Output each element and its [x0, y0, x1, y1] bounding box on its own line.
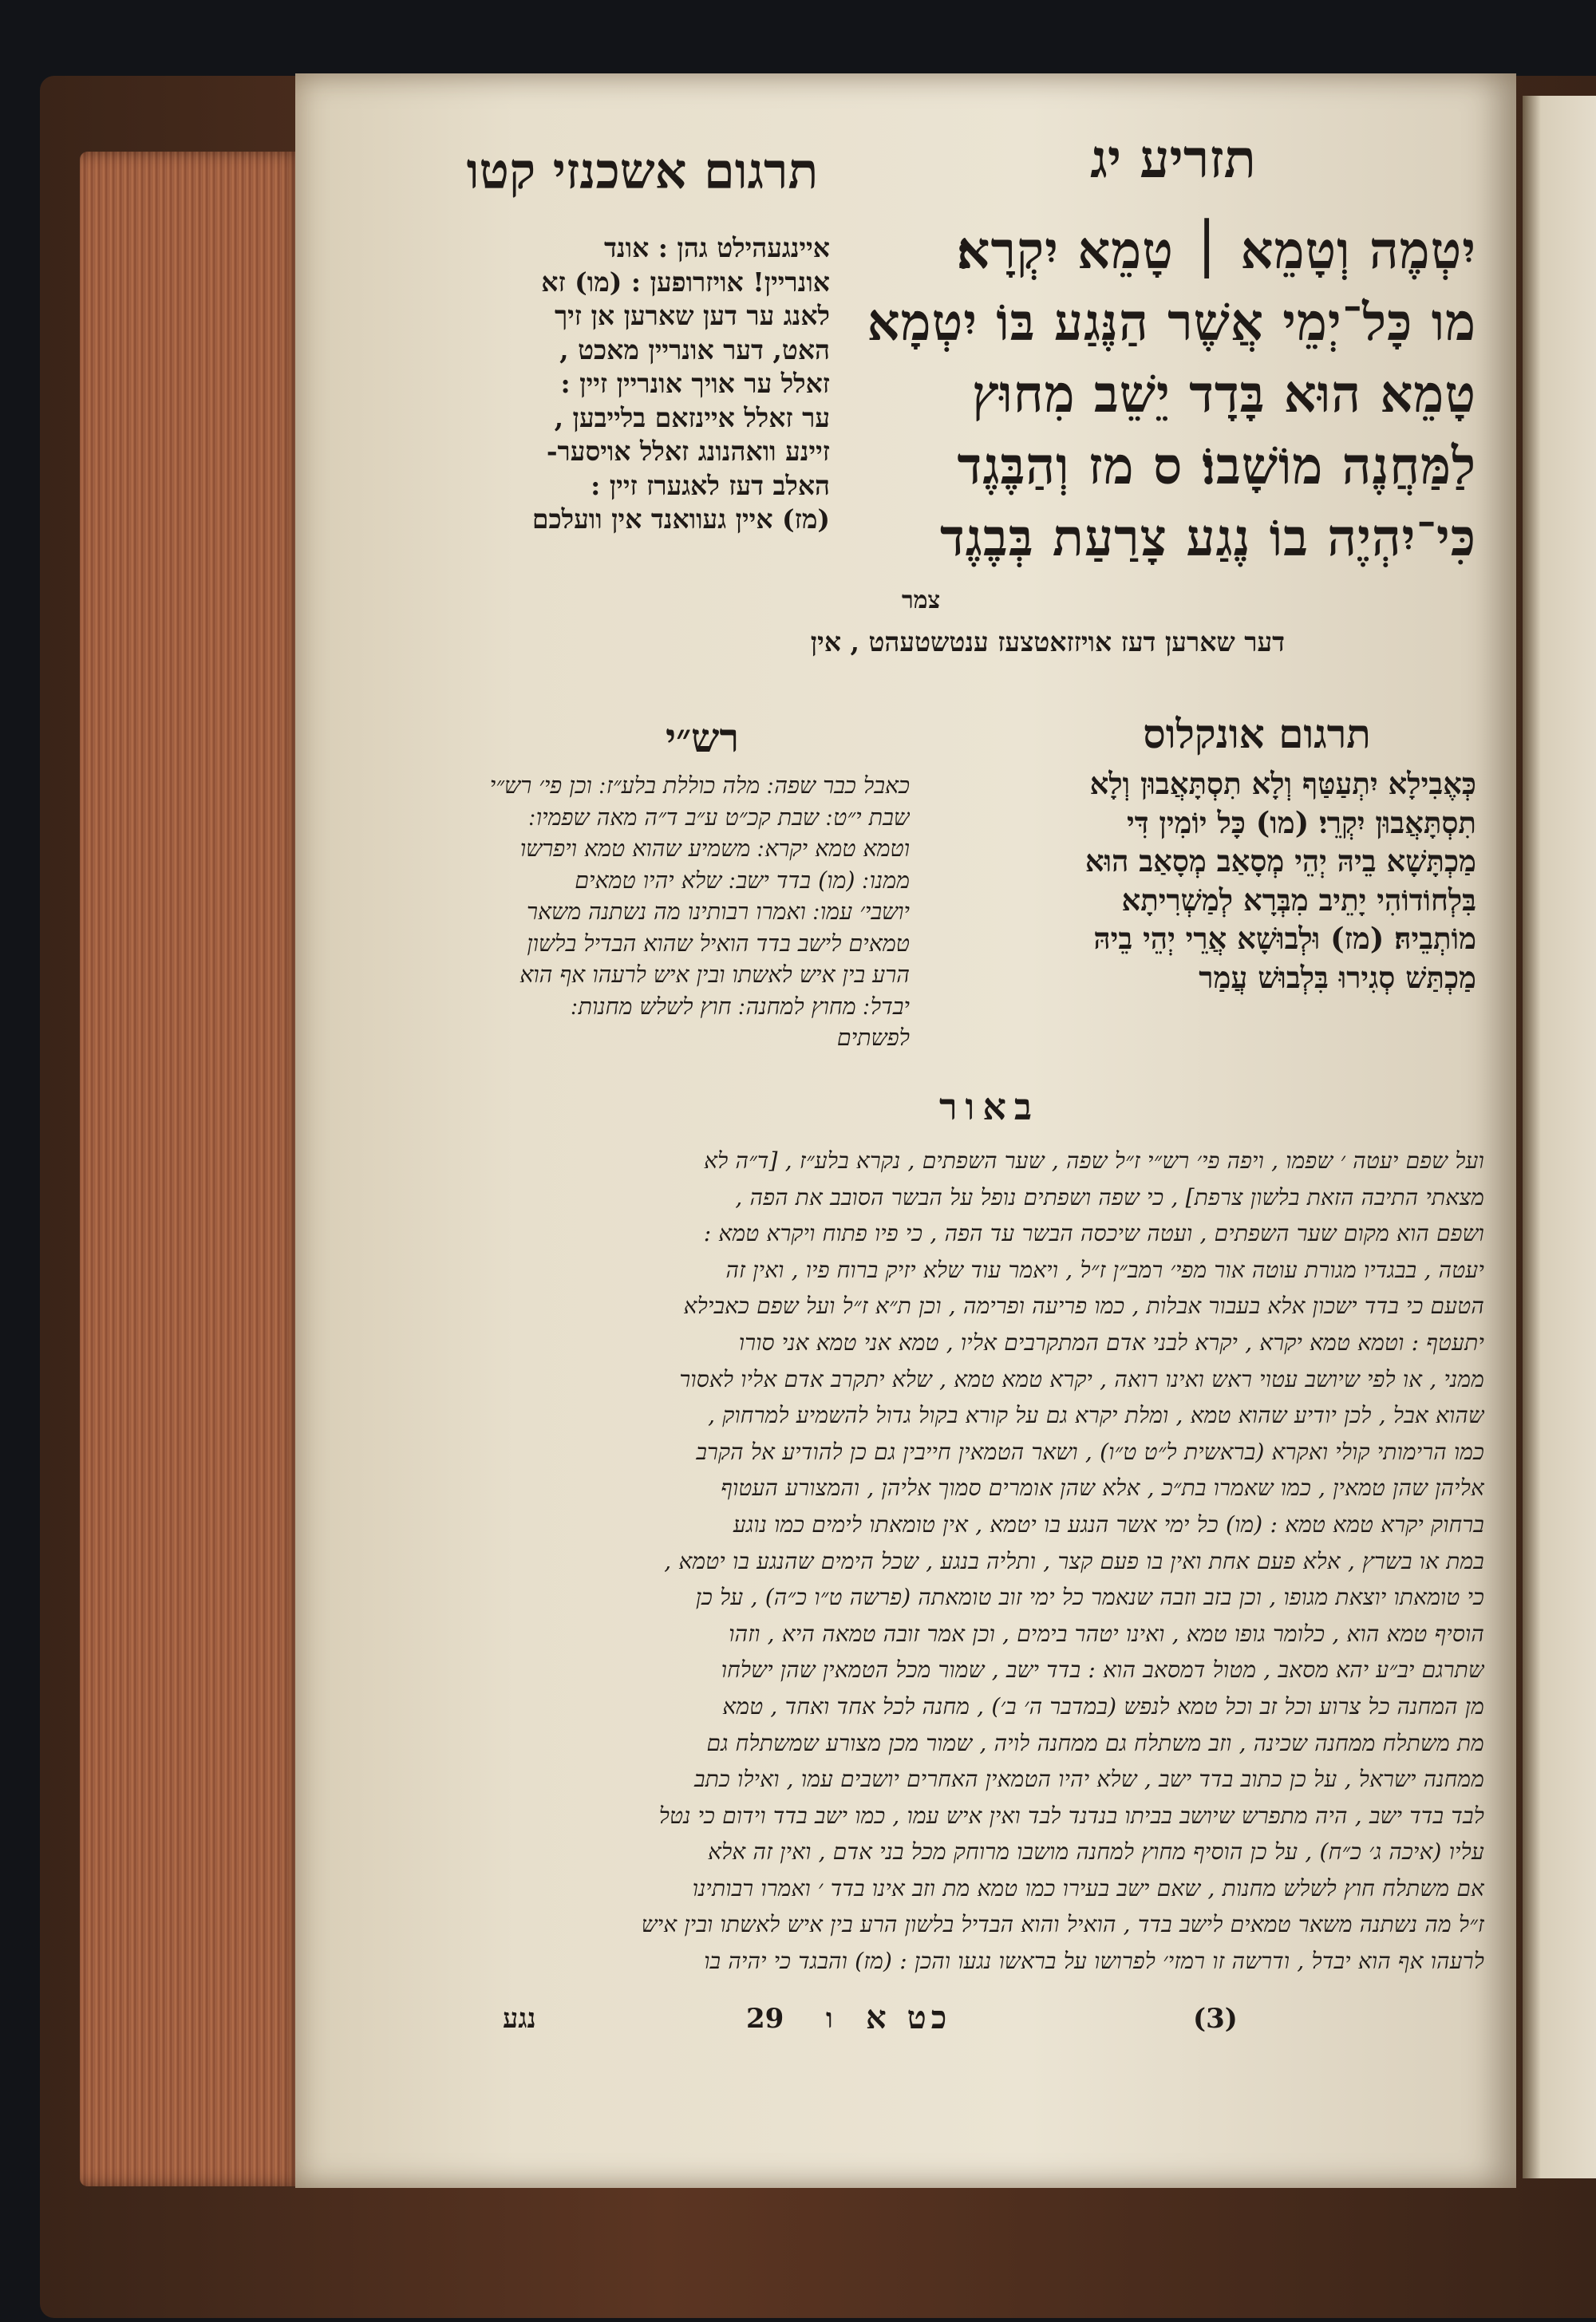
onkelos-line: כְּאֶבִילָא יִתְעַטַּף וְלָא תִסְתָּאֲבוּן וְלָא [1089, 766, 1476, 801]
rashi-line: שבת י״ט ׃ שבת קכ״ט ע״ב ד״ה מאה שפמיו ׃ [528, 804, 910, 831]
biur-line: הוסיף טמא הוא , כלומר גופו טמא , ואינו יטהר בימים , וכן אמר זובה טמאה היא , וזהו [729, 1620, 1484, 1647]
rashi-line: לפשתים [836, 1025, 910, 1051]
rashi-line: הרע בין איש לאשתו ובין איש לרעהו אף הוא [519, 962, 910, 988]
biur-line: ז״ל מה נשתנה משאר טמאים לישב בדד , הואיל והוא הבדיל בלשון הרע בין איש לאשתו ובין איש [641, 1911, 1484, 1938]
header-right-title: תזריע יג [1090, 128, 1256, 190]
footer-signature: כט א [866, 1999, 952, 2036]
biur-line: ממני , או לפי שיושב עטוי ראש ואינו רואה , יקרא טמא טמא , שלא יתקרב אדם אליו לאסור [679, 1365, 1484, 1392]
yiddish-continuation: דער שארען דעז אויזזאטצעז ענטשטעהט , אין [810, 626, 1285, 658]
biur-title: באור [938, 1085, 1041, 1128]
rashi-line: ממנו ׃ (מו) בדד ישב ׃ שלא יהיו טמאים [575, 867, 910, 894]
yiddish-line: איינגעהילט גהן : אונד [604, 232, 830, 263]
onkelos-line: בִּלְחוֹדוֹהִי יָתֵיב מִבְּרָא לְמַשְׁרִיתָא [1121, 882, 1476, 918]
rashi-text-block [463, 770, 910, 1054]
footer-folio: 29 [746, 2003, 784, 2035]
yiddish-line: זאלל ער אויך אונריין זיין : [560, 368, 830, 399]
yiddish-line: ער זאלל איינזאם בלייבען , [554, 401, 830, 433]
biur-line: עליו (איכה ג׳ כ״ח) , על כן הוסיף מחוץ למחנה מושבו מרוחק מכל בני אדם , ואין זה אלא [708, 1838, 1484, 1866]
biur-line: יעטה , בבגדיו מגורת עוטה אור מפי׳ רמב״ן ז״ל , ויאמר עוד שלא יזיק ברוח פיו , ואין זה [725, 1256, 1484, 1283]
biur-line: ועל שפם יעטה ׳ שפמו , ויפה פי׳ רש״י ז״ל שפה , שער השפתים , נקרא בלע״ז , [ד״ה לא [704, 1147, 1484, 1174]
biur-line: כמו הרימותי קולי ואקרא (בראשית ל״ט ט״ו) , ושאר הטמאין חייבין גם כן להודיע אל הקרב [696, 1438, 1484, 1465]
yiddish-line: האלב דעז לאגערז זיין : [591, 469, 830, 501]
biur-line: שתרגם יב״ע יהא מסאב , מטול דמסאב הוא : בדד ישב , שמור מכל הטמאין שהן ישלחו [721, 1657, 1484, 1684]
torah-line: מו כָּל־יְמֵי אֲשֶׁר הַנֶּגַע בּוֹ יִטְמָא [867, 293, 1476, 353]
biur-line: מת משתלח ממחנה שכינה , וזב משתלח גם ממחנה לויה , שמור מכן מצורע שמשתלח גם [706, 1729, 1484, 1756]
torah-line: לַמַּחֲנֶה מוֹשָׁבוֹ׃ ס מז וְהַבֶּגֶד [957, 436, 1476, 496]
biur-text-block [459, 1143, 1484, 1980]
biur-line: ושפם הוא מקום שער השפתים , ועטה שיכסה הבשר עד הפה , כי פיו פתוח ויקרא טמא : [703, 1220, 1484, 1247]
biur-line: כי טומאתו יוצאת מגופו , וכן בזב וזבה שנאמר כל ימי זוב טומאתה (פרשה ט״ו כ״ה) , על כן [695, 1584, 1484, 1611]
yiddish-translation-block [463, 231, 830, 537]
torah-marker: צמר [902, 586, 941, 614]
rashi-line: וטמא טמא יקרא ׃ משמיע שהוא טמא ויפרשו [519, 835, 910, 862]
onkelos-line: מַכְתַּשׁ סְגִירוּ בִּלְבוּשׁ עֲמַר [1199, 959, 1476, 995]
biur-line: ברחוק יקרא טמא טמא : (מו) כל ימי אשר הנגע בו יטמא , אין טומאתו לימים כמו נוגע [733, 1510, 1484, 1538]
yiddish-line: (מז) איין געוואנד אין וועלכם [531, 503, 830, 535]
torah-line: יִטְמֶה וְטָמֵא ׀ טָמֵא יִקְרָא׃ [956, 221, 1476, 281]
torah-text-block [850, 215, 1476, 575]
facing-page-fragment [1523, 96, 1596, 2178]
rashi-line: טמאים לישב בדד הואיל שהוא הבדיל בלשון [527, 930, 910, 957]
header-left-title: תרגום אשכנזי קטו [466, 142, 819, 200]
yiddish-line: לאנג ער דען שארען אן זיך [554, 300, 830, 331]
torah-line: כִּי־יִהְיֶה בוֹ נֶגַע צָרַעַת בְּבֶגֶד [939, 508, 1476, 568]
biur-line: לרעהו אף הוא יבדל , ודרשה זו רמזי׳ לפרושו על בראשו נגעו והכן : (מז) והבגד כי יהיה בו [704, 1948, 1484, 1975]
footer-catchword: נגע [503, 2003, 536, 2035]
biur-line: ממחנה ישראל , על כן כתוב בדד ישב , שלא יהיו הטמאין האחרים יושבים עמו , ואילו כתב [694, 1766, 1484, 1793]
footer-mark: ו [826, 2003, 833, 2035]
biur-line: מצאתי התיבה הזאת בלשון צרפת] , כי שפה ושפתים נופל על הבשר הסובב את הפה , [735, 1183, 1484, 1210]
rashi-line: יושבי׳ עמו ׃ ואמרו רבותינו מה נשתנה משאר [526, 898, 910, 925]
biur-line: לבד בדד ישב , היה מתפרש שיושב בביתו בנדנד לבד ואין איש עמו , כמו ישב בדד וידום כי נטל [658, 1802, 1484, 1829]
biur-line: במת או בשרץ , אלא פעם אחת ואין בו פעם קצר , ותליה בנגע , שכל הימים שהנגע בו יטמא , [664, 1547, 1484, 1574]
biur-line: אם משתלח חוץ לשלש מחנות , שאם ישב בעירו כמו טמא מת וזב אינו בדד ׳ ואמרו רבותינו [692, 1874, 1484, 1901]
torah-line: טָמֵא הוּא בָּדָד יֵשֵׁב מִחוּץ [972, 365, 1476, 425]
onkelos-line: מַכְתָּשָׁא בֵיהּ יְהֵי מְסָאַב מְסָאַב הוּא [1084, 843, 1476, 879]
biur-line: שהוא אבל , לכן יודיע שהוא טמא , ומלת יקרא גם על קורא בקול גדול להשמיע למרחוק , [708, 1402, 1484, 1429]
onkelos-text-block [926, 764, 1476, 997]
page-edges [80, 152, 303, 2186]
biur-line: מן המחנה כל צרוע וכל זב וכל טמא לנפש (במדבר ה׳ ב׳) , מחנה לכל אחד ואחד , טמא [722, 1692, 1484, 1720]
biur-line: הטעם כי בדד ישכון אלא בעבור אבלות , כמו פריעה ופרימה , וכן ת״א ז״ל ועל שפם כאבילא [683, 1293, 1484, 1320]
biur-line: אליהן שהן טמאין , כמו שאמרו בת״כ , אלא שהן אומרים סמוך אליהן , והמצורע העטוף [721, 1475, 1484, 1502]
rashi-line: כאבל כבר שפה ׃ מלה כוללת בלע״ז ׃ וכן פי׳ רש״י [489, 772, 910, 799]
onkelos-line: מוֹתְבֵיהּ׃ (מז) וּלְבוּשָׁא אֲרֵי יְהֵי בֵיהּ [1093, 921, 1476, 956]
rashi-title: רש״י [665, 714, 740, 761]
onkelos-line: תִסְתָּאֲבוּן יִקְרֵי׃ (מו) כָּל יוֹמִין דִּי [1127, 804, 1476, 840]
yiddish-line: זיינע וואהנונג זאלל אויסער- [546, 436, 830, 467]
onkelos-title: תרגום אונקלוס [1143, 710, 1371, 757]
yiddish-line: האט, דער אונריין מאכט , [559, 334, 830, 365]
footer-note: (3) [1193, 2003, 1238, 2035]
yiddish-line: אונריין! אויזרופען : (מו) זא [541, 266, 830, 298]
rashi-line: יבדל ׃ מחוץ למחנה ׃ חוץ לשלש מחנות ׃ [571, 993, 910, 1020]
biur-line: יתעטף : וטמא טמא יקרא , יקרא לבני אדם המתקרבים אליו , טמא אני טמא אני סורו [738, 1329, 1484, 1356]
